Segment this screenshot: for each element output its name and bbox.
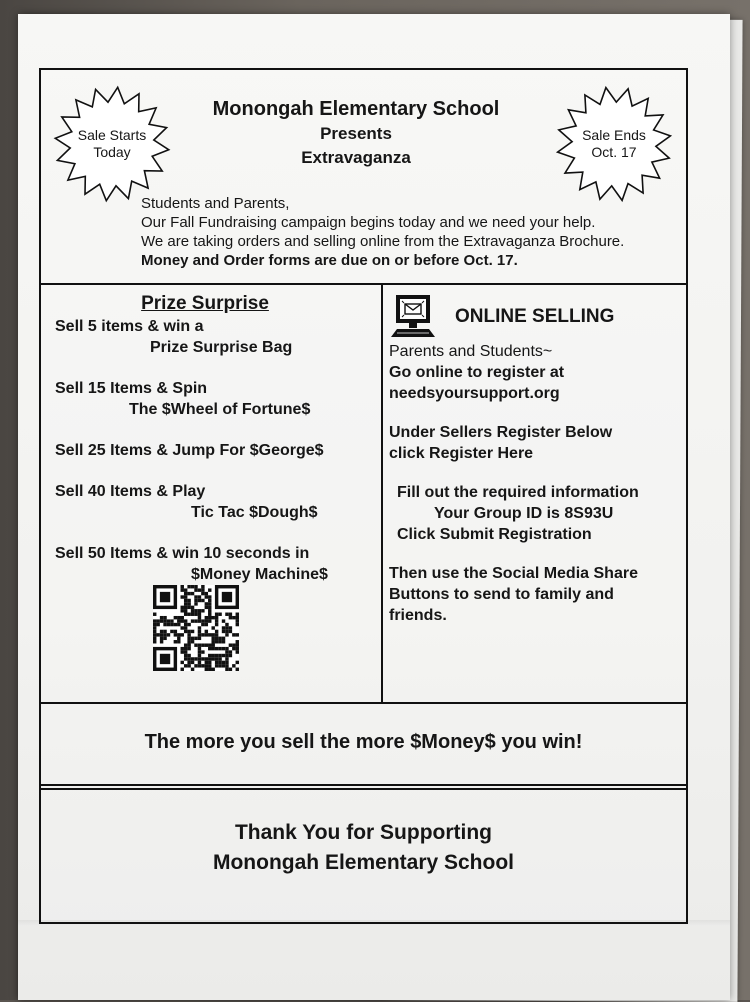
thanks-text xyxy=(41,818,686,878)
sale-ends-starburst xyxy=(555,85,673,203)
online-step-3 xyxy=(389,482,679,545)
intro-deadline: Money and Order forms are due on or before Oct. 17. xyxy=(141,252,518,269)
sale-starts-line2: Today xyxy=(93,144,131,160)
online-greeting: Parents and Students~ xyxy=(389,343,553,360)
online-step-4 xyxy=(389,563,679,626)
column-divider xyxy=(381,285,383,702)
title-block xyxy=(191,96,521,170)
flyer-frame xyxy=(39,68,688,924)
intro-greeting: Students and Parents, xyxy=(141,195,290,212)
intro-paragraph xyxy=(141,194,681,270)
banner-section xyxy=(41,704,686,786)
online-text: friends. xyxy=(389,607,447,624)
sale-starts-starburst xyxy=(53,85,171,203)
prize-item xyxy=(55,378,375,420)
online-selling-column xyxy=(389,293,679,626)
website-link[interactable]: needsyoursupport.org xyxy=(389,385,560,402)
online-text: Go online to register at xyxy=(389,364,565,381)
banner-text: The more you sell the more $Money$ you win! xyxy=(144,731,583,753)
online-text: click Register Here xyxy=(389,445,534,462)
prize-item xyxy=(55,481,375,523)
online-text: Buttons to send to family and xyxy=(389,586,614,603)
prize-line: Prize Surprise Bag xyxy=(150,339,293,356)
online-step-2 xyxy=(389,422,679,464)
thanks-line2: Monongah Elementary School xyxy=(212,851,515,874)
prize-item xyxy=(55,316,375,358)
sale-ends-line2: Oct. 17 xyxy=(591,144,637,160)
prize-column xyxy=(55,293,375,605)
online-text: Under Sellers Register Below xyxy=(389,424,613,441)
online-heading xyxy=(389,293,679,339)
details-section xyxy=(41,285,686,704)
presents-text: Presents xyxy=(320,124,392,143)
online-text: Fill out the required information xyxy=(397,484,639,501)
group-id-text: Your Group ID is 8S93U xyxy=(434,505,614,522)
computer-mail-icon xyxy=(389,293,437,339)
flyer-page xyxy=(18,14,730,1000)
prize-line: Tic Tac $Dough$ xyxy=(191,504,318,521)
school-title: Monongah Elementary School xyxy=(212,98,500,120)
online-text: Then use the Social Media Share xyxy=(389,565,638,582)
prize-line: Sell 50 Items & win 10 seconds in xyxy=(55,545,310,562)
prize-line: The $Wheel of Fortune$ xyxy=(129,401,311,418)
sale-starts-line1: Sale Starts xyxy=(77,127,147,143)
prize-item xyxy=(55,440,375,461)
online-step-1 xyxy=(389,362,679,404)
intro-line2: We are taking orders and selling online from the Extravaganza Brochure. xyxy=(141,233,625,250)
event-title: Extravaganza xyxy=(301,148,411,167)
sale-ends-line1: Sale Ends xyxy=(582,127,646,143)
prize-line: Sell 40 Items & Play xyxy=(55,483,206,500)
online-selling-title: ONLINE SELLING xyxy=(455,305,615,327)
prize-line: Sell 5 items & win a xyxy=(55,318,204,335)
prize-line: Sell 25 Items & Jump For $George$ xyxy=(55,442,324,459)
prize-line: Sell 15 Items & Spin xyxy=(55,380,208,397)
prize-line: $Money Machine$ xyxy=(191,566,328,583)
intro-line1: Our Fall Fundraising campaign begins today and we need your help. xyxy=(141,214,596,231)
thanks-section xyxy=(41,788,686,921)
qr-code-icon[interactable] xyxy=(153,585,239,671)
page-shadow xyxy=(18,920,730,926)
prize-title: Prize Surprise xyxy=(141,293,269,314)
online-text: Click Submit Registration xyxy=(397,526,592,543)
thanks-line1: Thank You for Supporting xyxy=(234,821,493,844)
prize-item xyxy=(55,543,375,585)
header-section xyxy=(41,70,686,285)
